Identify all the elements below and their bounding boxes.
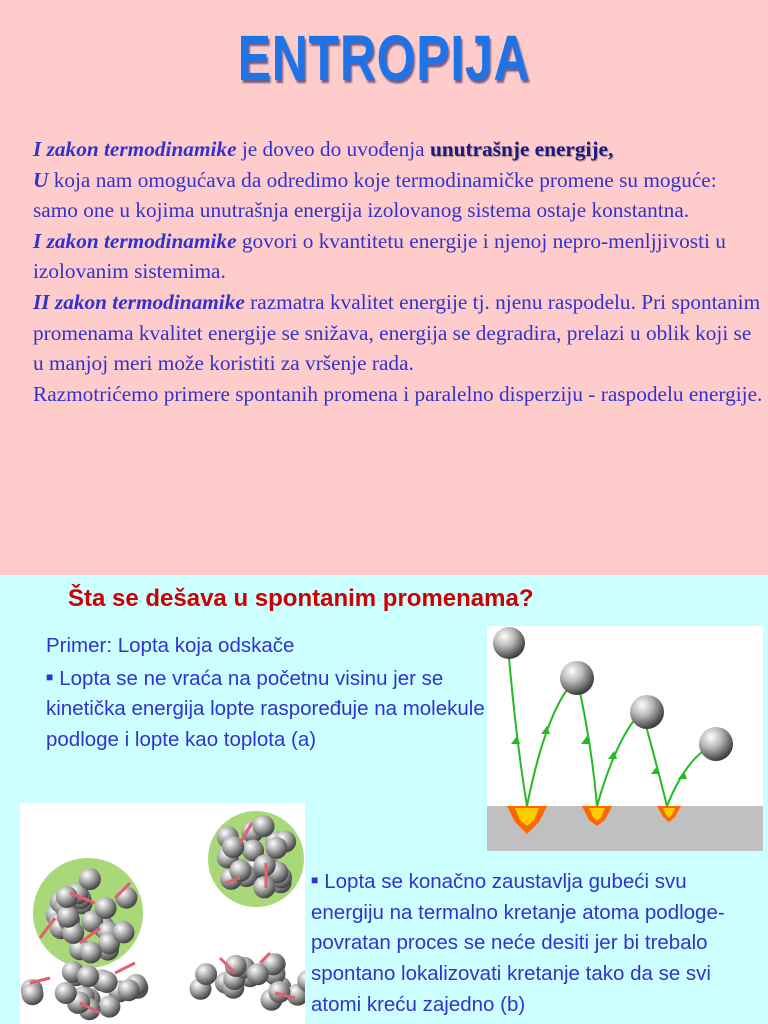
paragraph-1-text-b: koja nam omogućava da odredimo koje termodinamičke promene su moguće: samo one u kojima unutrašnja energija izolovanog sistema ostaje konstantna.	[33, 167, 717, 223]
atom	[115, 887, 137, 909]
atom	[77, 965, 99, 987]
intro-text	[33, 134, 763, 409]
bullet-icon: ■	[46, 669, 54, 684]
atom	[22, 983, 44, 1005]
trajectory-arrows	[511, 726, 687, 779]
surface-b-atoms	[190, 953, 306, 1011]
trajectory-lines	[509, 658, 715, 806]
atom	[55, 982, 77, 1004]
bullet-2-text: Lopta se konačno zaustavlja gubeći svu energiju na termalno kretanje atoma podloge-povratan proces se neće desiti jer bi trebalo spontano lokalizovati kretanje tako da se svi atomi kreću zajedno (b)	[311, 870, 725, 1016]
ball-3	[630, 695, 664, 729]
paragraph-2-text: govori o kvantitetu energije i njenoj nepro-menljjivosti u izolovanim sistemima.	[33, 228, 726, 284]
bullet-1	[46, 662, 486, 756]
atom	[230, 860, 252, 882]
atom	[268, 981, 290, 1003]
atom	[79, 868, 101, 890]
bullet-1-text: Lopta se ne vraća na početnu visinu jer se kinetička energija lopte raspoređuje na molekule podloge i lopte kao toplota (a)	[46, 666, 485, 752]
surface-a-atoms	[21, 961, 149, 1020]
atom	[253, 815, 275, 837]
atom	[57, 906, 79, 928]
atom	[95, 897, 117, 919]
first-law-term-2: I zakon termodinamike	[33, 228, 237, 253]
example-text	[46, 631, 486, 756]
atom	[98, 996, 120, 1018]
ball-1	[493, 627, 525, 659]
paragraph-2	[33, 226, 763, 287]
paragraph-3-text: razmatra kvalitet energije tj. njenu raspodelu. Pri spontanim promenama kvalitet energije se snižava, energija se degradira, prelazi u oblik koji se u manjoj meri može koristiti za vršenje rada.	[33, 289, 761, 376]
page-title: ENTROPIJA	[237, 22, 531, 94]
bullet-icon: ■	[311, 873, 319, 887]
paragraph-4: Razmotrićemo primere spontanih promena i paralelno disperziju - raspodelu energije.	[33, 381, 763, 406]
example-text-2	[311, 865, 763, 1021]
first-law-term: I zakon termodinamike	[33, 137, 237, 161]
symbol-u: U	[33, 167, 49, 192]
paragraph-1	[33, 134, 763, 226]
ball-2	[560, 661, 594, 695]
internal-energy-highlight: unutrašnje energije,	[429, 137, 614, 161]
ball-4	[699, 727, 733, 761]
bouncing-ball-figure	[487, 626, 763, 851]
paragraph-3	[33, 287, 763, 379]
atom	[253, 876, 275, 898]
atom	[265, 837, 287, 859]
atom	[118, 979, 140, 1001]
atom	[56, 886, 78, 908]
paragraph-1-text-a: je doveo do uvođenja	[236, 137, 430, 161]
atom	[247, 963, 269, 985]
bullet-2	[311, 865, 763, 1021]
atom-motion-figure	[20, 803, 305, 1024]
question-heading: Šta se dešava u spontanim promenama?	[68, 585, 534, 612]
atom	[80, 941, 102, 963]
second-law-term: II zakon termodinamike	[33, 289, 245, 314]
motion-arrow	[115, 963, 135, 973]
atom	[113, 921, 135, 943]
atom	[195, 963, 217, 985]
example-title: Primer: Lopta koja odskače	[46, 634, 295, 657]
bouncing-ball-svg	[487, 626, 763, 851]
atom-motion-svg	[20, 803, 305, 1024]
